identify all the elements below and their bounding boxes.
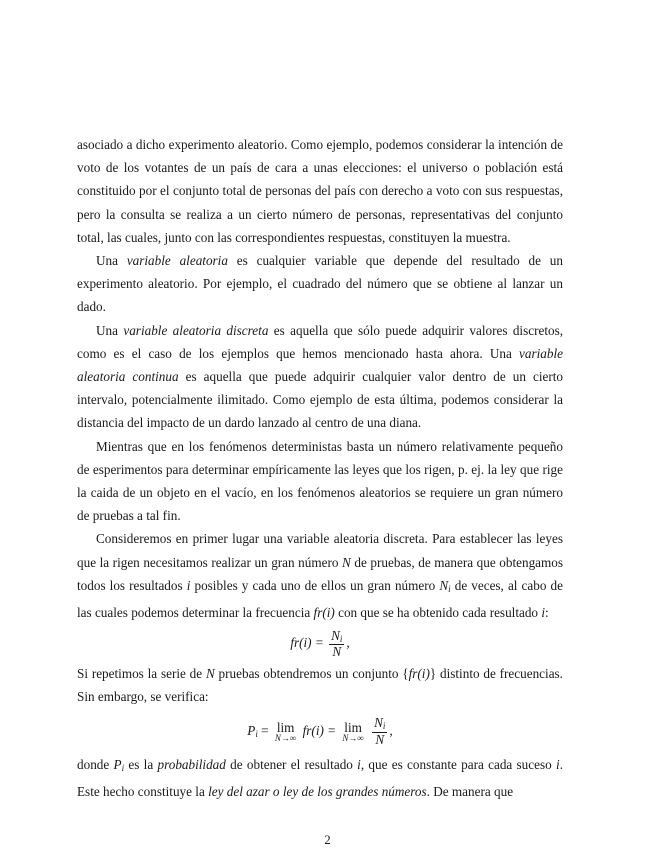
fraction: [372, 716, 387, 747]
math-i: i: [541, 605, 545, 621]
text-run: Si repetimos la serie de: [77, 666, 206, 682]
text-run: Una: [96, 322, 124, 338]
body-text: [77, 133, 563, 803]
lim-subscript: N→∞: [342, 732, 364, 743]
math-fr-i: fr(i): [313, 605, 335, 621]
paragraph-text: Mientras que en los fenómenos deterministas basta un número relativamente pequeño de esperimentos para determinar empíricamente las leyes que los rigen, p. ej. la ley que rige la caida de un objeto en el vacío, en los fenómenos aleatorios se requiere un gran número de pruebas a tal fin.: [77, 438, 563, 524]
paragraph-text: asociado a dicho experimento aleatorio. Como ejemplo, podemos considerar la intención de voto de los votantes de un país de cara a unas elecciones: el universo o población está constituido por el conjunto total de personas del país con derecho a voto con sus respuestas, pero la consulta se realiza a un cierto número de personas, representativas del conjunto total, las cuales, junto con las correspondientes respuestas, constituyen la muestra.: [77, 137, 563, 245]
math-N: N: [342, 554, 351, 570]
math-subscript: i: [448, 583, 451, 594]
text-run: posibles y cada uno de ellos un gran número: [190, 577, 440, 593]
term-variable-aleatoria: variable aleatoria: [126, 253, 228, 269]
text-run: Consideremos en primer lugar una variable aleatoria discreta. Para establecer las leyes que la rigen necesitamos realizar un gran número: [77, 531, 563, 570]
math-Ni: N: [439, 577, 449, 593]
text-run: de veces, al cabo de las cuales podemos determinar la frecuencia: [77, 577, 563, 621]
text-run: } distinto de frecuencias. Sin embargo, se verifica:: [77, 666, 563, 705]
text-run: , que es constante para cada suceso: [360, 756, 557, 772]
fraction-numerator: [329, 629, 344, 646]
term-ley-del-azar: ley del azar o ley de los grandes números: [208, 783, 427, 799]
paragraph-random-variable: [77, 249, 563, 319]
math-P: P: [247, 722, 256, 738]
math-N: N: [332, 644, 342, 660]
equals-sign: =: [257, 722, 269, 738]
term-probabilidad: probabilidad: [157, 756, 226, 772]
math-N: N: [331, 627, 340, 643]
equation-punct: ,: [389, 722, 393, 738]
text-run: es aquella que sólo puede adquirir valores discretos, como es el caso de los ejemplos que hemos mencionado hasta ahora. Una: [77, 322, 564, 361]
math-fr-i: fr(i): [408, 666, 430, 682]
lim-text: lim: [344, 719, 362, 735]
paragraph-probability: [77, 753, 563, 803]
text-run: . De manera que: [426, 783, 514, 799]
paragraph-universe: [77, 133, 563, 249]
equation-frequency: [77, 624, 563, 662]
text-run: :: [545, 605, 549, 621]
text-run: es la: [124, 756, 158, 772]
lim-text: lim: [276, 719, 295, 735]
text-run: donde: [77, 756, 114, 772]
term-variable-discreta: variable aleatoria discreta: [123, 322, 269, 338]
paragraph-discrete-continuous: [77, 319, 563, 435]
math-N: N: [375, 731, 385, 747]
math-i: i: [186, 577, 191, 593]
math-fr-i: fr(i) =: [302, 722, 337, 738]
text-run: con que se ha obtenido cada resultado: [334, 605, 542, 621]
text-run: . Este hecho constituye la: [77, 756, 563, 799]
term-variable-continua: variable aleatoria continua: [77, 345, 563, 385]
paragraph-deterministic: [77, 435, 563, 528]
text-run: es cualquier variable que depende del resultado de un experimento aleatorio. Por ejemplo, el cuadrado del número que se obtiene al lanzar un dado.: [77, 253, 563, 315]
paragraph-repeat-series: [77, 662, 563, 708]
equation-punct: ,: [346, 635, 350, 651]
math-subscript: i: [339, 633, 343, 644]
fraction-denominator: [330, 645, 343, 660]
fraction-denominator: [373, 733, 386, 748]
math-P: P: [113, 756, 122, 772]
lim-subscript: N→∞: [274, 732, 297, 743]
limit-operator: [275, 721, 296, 743]
fraction-numerator: [372, 716, 387, 733]
math-N: N: [374, 714, 383, 730]
text-run: Una: [96, 253, 127, 269]
text-run: es aquella que puede adquirir cualquier valor dentro de un cierto intervalo, potencialmente ilimitado. Como ejemplo de esta última, podemos considerar la distancia del impacto de un dardo lanzado al centro de una diana.: [77, 369, 563, 431]
math-i: i: [357, 756, 361, 772]
text-run: de pruebas, de manera que obtengamos todos los resultados: [77, 554, 563, 593]
math-subscript: i: [255, 728, 258, 739]
math-N: N: [205, 666, 215, 682]
fraction: [329, 629, 344, 660]
math-i: i: [556, 756, 560, 772]
equation-lhs: fr(i) =: [290, 635, 324, 651]
text-run: de obtener el resultado: [225, 756, 358, 772]
paragraph-frequency: [77, 527, 563, 624]
math-subscript: i: [382, 720, 386, 731]
equation-probability-limit: [77, 709, 563, 753]
page-number: 2: [324, 832, 331, 847]
limit-operator: [342, 721, 363, 743]
math-subscript: i: [121, 762, 125, 773]
text-run: pruebas obtendremos un conjunto {: [214, 666, 409, 682]
